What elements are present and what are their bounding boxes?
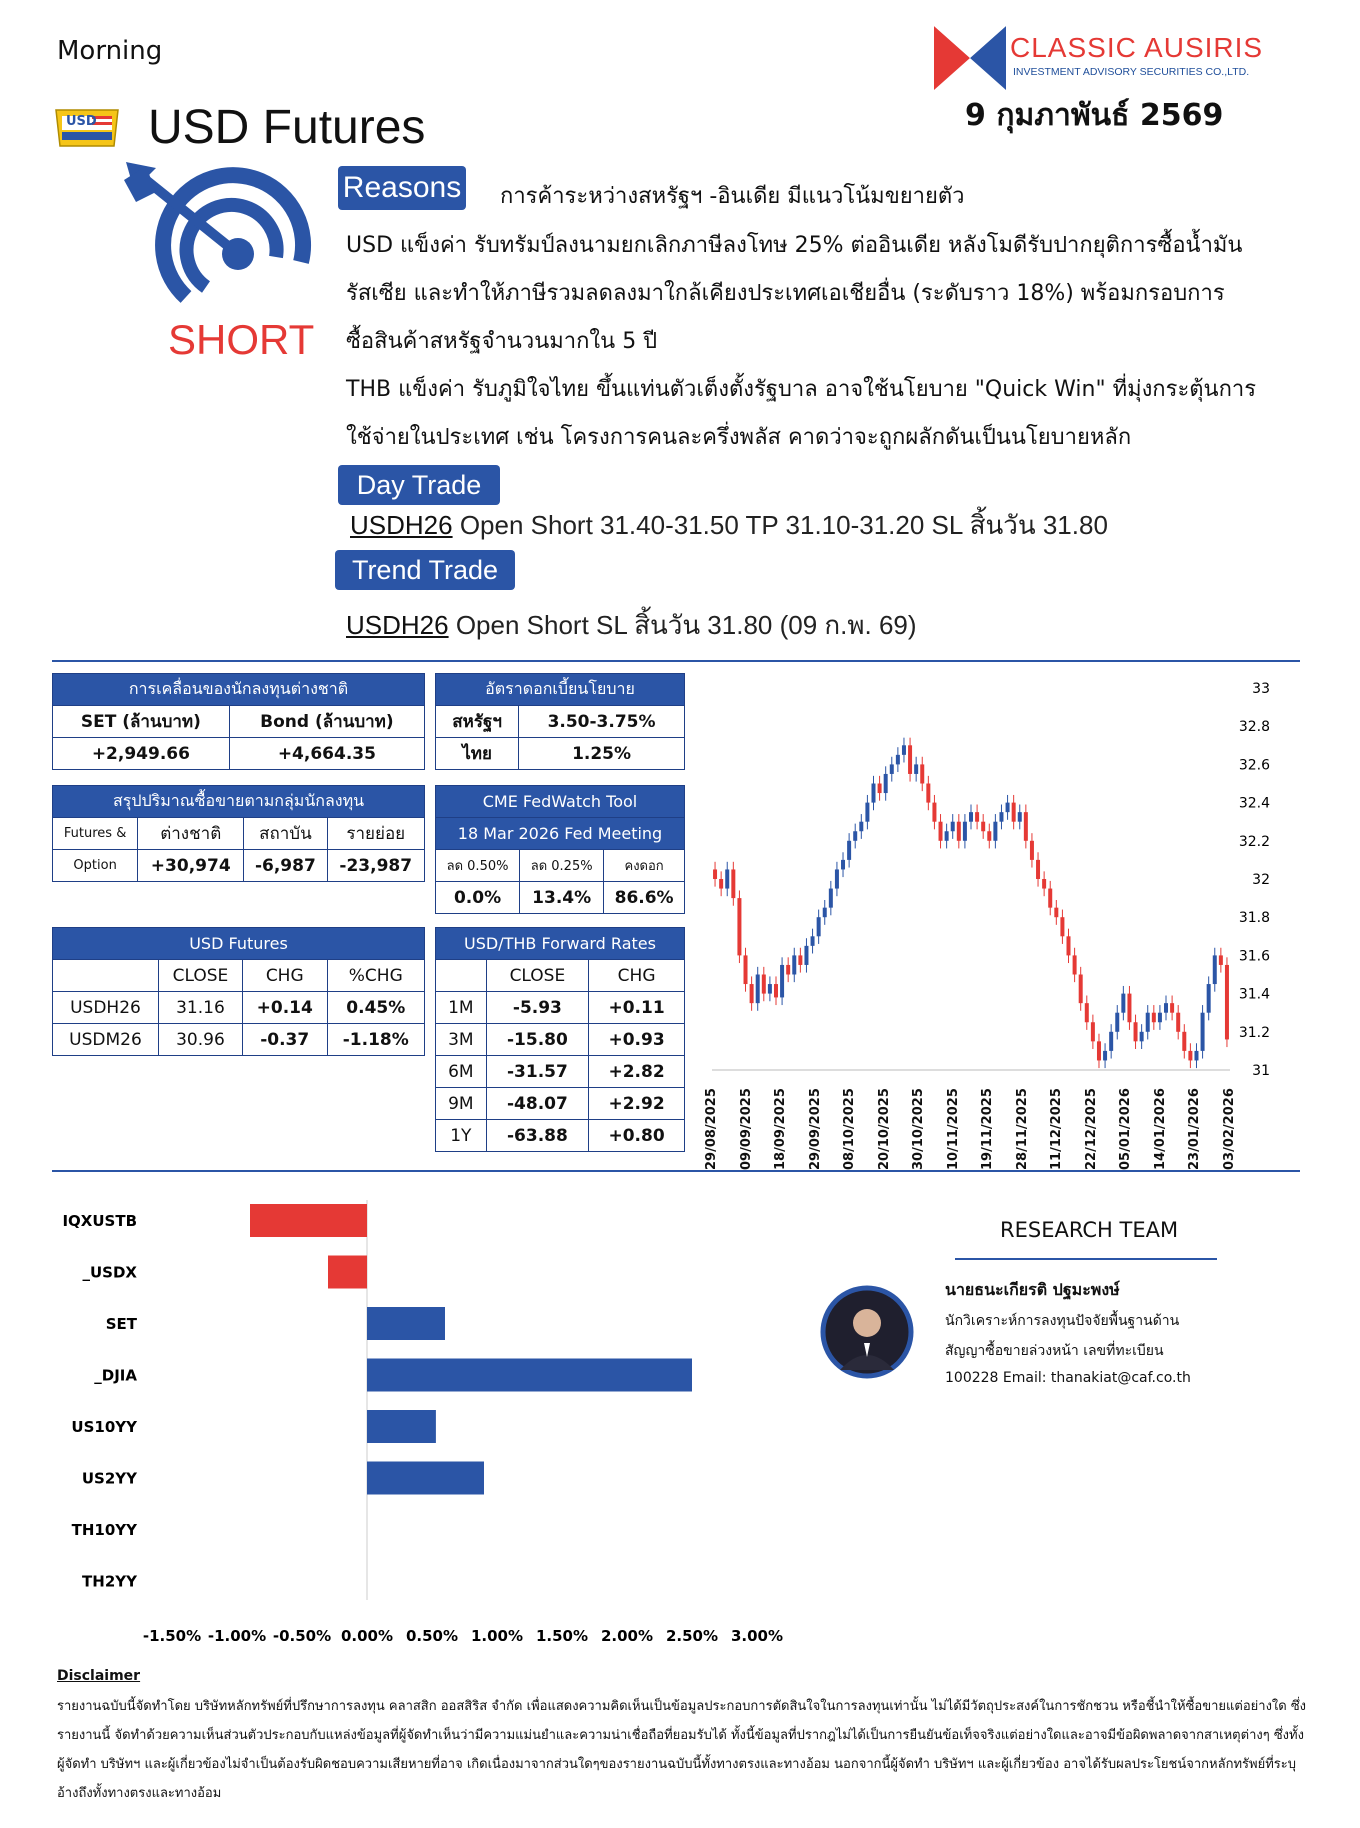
close-value: 31.16 (158, 992, 242, 1024)
candle-body (1024, 812, 1028, 841)
forward-chg: +0.80 (589, 1120, 685, 1152)
candle-body (1121, 994, 1125, 1013)
candle-body (914, 764, 918, 774)
candle-body (908, 745, 912, 774)
candle-body (1012, 803, 1016, 822)
candle-body (1188, 1051, 1192, 1061)
chg-value: -0.37 (242, 1024, 327, 1056)
y-tick-label: 32.8 (1238, 719, 1270, 736)
candle-body (1079, 975, 1083, 1004)
bar-category-label: TH2YY (82, 1572, 137, 1591)
bar-category-label: _DJIA (94, 1366, 137, 1385)
candle-body (884, 774, 888, 793)
y-tick-label: 31.8 (1238, 910, 1270, 927)
fedwatch-table (435, 785, 685, 914)
candle-body (1103, 1051, 1107, 1061)
tenor: 9M (436, 1088, 487, 1120)
candle-body (853, 831, 857, 841)
candle-body (792, 955, 796, 974)
x-tick-label: 05/01/2026 (1118, 1088, 1134, 1170)
candle-body (1152, 1013, 1156, 1023)
forward-close: -15.80 (486, 1024, 589, 1056)
reason-line-2: รัสเซีย และทำให้ภาษีรวมลดลงมาใกล้เคียงประเทศเอเชียอื่น (ระดับราว 18%) พร้อมกรอบการ (346, 281, 1225, 306)
candle-body (951, 822, 955, 832)
candle-body (878, 784, 882, 794)
reason-line-3: ซื้อสินค้าสหรัฐจำนวนมากใน 5 ปี (346, 329, 658, 354)
bar-category-label: TH10YY (71, 1521, 137, 1539)
row-label-futures: Futures & (53, 818, 138, 850)
trend-trade-pill: Trend Trade (335, 550, 515, 590)
candle-body (835, 869, 839, 888)
institution-value: -6,987 (244, 850, 327, 882)
day-trade-pill: Day Trade (338, 465, 500, 505)
candle-body (1158, 1013, 1162, 1023)
bar-category-label: IQXUSTB (62, 1212, 137, 1230)
candle-body (798, 955, 802, 965)
bar-x-tick-label: 2.50% (665, 1627, 719, 1645)
brand-logo-icon (930, 22, 1010, 94)
fedwatch-value: 86.6% (604, 882, 685, 914)
signal-label: SHORT (168, 316, 315, 363)
col-retail: รายย่อย (327, 818, 424, 850)
analyst-contact: 100228 Email: thanakiat@caf.co.th (945, 1370, 1191, 1386)
foreign-flow-table (52, 673, 425, 770)
candle-body (1127, 994, 1131, 1023)
bar-x-tick-label: 1.50% (535, 1627, 589, 1645)
forward-chg: +0.93 (589, 1024, 685, 1056)
y-tick-label: 31 (1252, 1063, 1270, 1079)
x-tick-label: 11/12/2025 (1049, 1088, 1065, 1170)
candle-body (1097, 1041, 1101, 1060)
x-tick-label: 23/01/2026 (1187, 1088, 1203, 1170)
retail-value: -23,987 (327, 850, 424, 882)
pct-value: -1.18% (327, 1024, 424, 1056)
product-title: USD Futures (148, 101, 426, 154)
set-header: SET (ล้านบาท) (53, 706, 230, 738)
candle-body (725, 869, 729, 888)
bar (367, 1462, 484, 1495)
y-tick-label: 32.4 (1238, 795, 1270, 812)
candle-body (1060, 917, 1064, 936)
bar-x-tick-label: -0.50% (272, 1627, 332, 1645)
forward-close: -5.93 (486, 992, 589, 1024)
trend-trade-symbol: USDH26 (346, 610, 449, 640)
y-tick-label: 31.6 (1238, 948, 1270, 965)
x-tick-label: 14/01/2026 (1152, 1088, 1168, 1170)
badge-text: USD (66, 114, 97, 129)
x-tick-label: 29/09/2025 (807, 1088, 823, 1170)
candle-body (975, 812, 979, 822)
set-value: +2,949.66 (53, 738, 230, 770)
candle-body (1194, 1051, 1198, 1061)
bar-category-label: US2YY (81, 1469, 137, 1488)
policy-rate-table (435, 673, 685, 770)
policy-rate-value: 1.25% (519, 738, 685, 770)
reasons-headline: การค้าระหว่างสหรัฐฯ -อินเดีย มีแนวโน้มขยายตัว (500, 184, 965, 209)
col-close: CLOSE (486, 960, 589, 992)
fedwatch-value: 0.0% (436, 882, 520, 914)
bar-category-label: _USDX (82, 1263, 137, 1282)
candle-body (1176, 1013, 1180, 1032)
tenor: 1M (436, 992, 487, 1024)
fedwatch-meeting: 18 Mar 2026 Fed Meeting (436, 818, 685, 850)
candle-body (945, 831, 949, 841)
bar-x-tick-label: 0.00% (340, 1627, 394, 1645)
candle-body (1048, 889, 1052, 908)
candle-body (756, 975, 760, 1004)
bond-header: Bond (ล้านบาท) (229, 706, 424, 738)
foreign-value: +30,974 (138, 850, 244, 882)
fedwatch-value: 13.4% (520, 882, 604, 914)
candle-body (1042, 879, 1046, 889)
policy-country: ไทย (436, 738, 519, 770)
reason-line-4: THB แข็งค่า รับภูมิใจไทย ขึ้นแท่นตัวเต็งตั้งรัฐบาล อาจใช้นโยบาย "Quick Win" ที่มุ่งกระตุ้นการ (346, 377, 1257, 402)
candle-body (1036, 860, 1040, 879)
forward-close: -31.57 (486, 1056, 589, 1088)
bar (367, 1410, 436, 1443)
analyst-role-line-2: สัญญาซื้อขายล่วงหน้า เลขที่ทะเบียน (945, 1343, 1164, 1359)
bar-category-label: SET (105, 1315, 137, 1333)
candle-body (969, 812, 973, 822)
candle-body (981, 822, 985, 832)
candle-body (1225, 965, 1229, 1039)
candle-body (744, 955, 748, 984)
tenor: 1Y (436, 1120, 487, 1152)
candle-body (811, 936, 815, 946)
col-institution: สถาบัน (244, 818, 327, 850)
candle-body (774, 984, 778, 997)
x-tick-label: 30/10/2025 (911, 1088, 927, 1170)
day-trade-text: Open Short 31.40-31.50 TP 31.10-31.20 SL สิ้นวัน 31.80 (452, 510, 1108, 540)
forward-chg: +2.82 (589, 1056, 685, 1088)
contract-name: USDH26 (53, 992, 159, 1024)
day-trade-line (350, 505, 1108, 546)
forward-rates-table (435, 927, 685, 1152)
col-chg: CHG (242, 960, 327, 992)
research-underline (955, 1258, 1217, 1260)
candle-body (920, 764, 924, 783)
tenor: 3M (436, 1024, 487, 1056)
candle-body (865, 803, 869, 822)
candle-body (762, 975, 766, 994)
candle-body (926, 784, 930, 803)
x-tick-label: 28/11/2025 (1014, 1088, 1030, 1170)
x-tick-label: 10/11/2025 (945, 1088, 961, 1170)
tenor: 6M (436, 1056, 487, 1088)
candle-body (1085, 1003, 1089, 1022)
candle-body (841, 860, 845, 870)
col-foreign: ต่างชาติ (138, 818, 244, 850)
report-period: Morning (57, 36, 163, 66)
forward-chg: +0.11 (589, 992, 685, 1024)
x-tick-label: 22/12/2025 (1083, 1088, 1099, 1170)
analyst-avatar (820, 1285, 914, 1379)
policy-country: สหรัฐฯ (436, 706, 519, 738)
target-icon (126, 162, 316, 312)
brand-name: CLASSIC AUSIRIS (1010, 32, 1264, 63)
forward-close: -63.88 (486, 1120, 589, 1152)
y-tick-label: 31.2 (1238, 1024, 1270, 1041)
candle-body (1073, 955, 1077, 974)
analyst-role-line-1: นักวิเคราะห์การลงทุนปัจจัยพื้นฐานด้าน (945, 1313, 1180, 1329)
fedwatch-col: ลด 0.25% (520, 850, 604, 882)
usd-futures-title: USD Futures (53, 928, 425, 960)
candle-body (859, 822, 863, 832)
forward-close: -48.07 (486, 1088, 589, 1120)
x-tick-label: 09/09/2025 (738, 1088, 754, 1170)
candle-body (817, 917, 821, 936)
investor-group-title: สรุปปริมาณซื้อขายตามกลุ่มนักลงทุน (53, 786, 425, 818)
close-value: 30.96 (158, 1024, 242, 1056)
candle-body (939, 822, 943, 841)
policy-rate-title: อัตราดอกเบี้ยนโยบาย (436, 674, 685, 706)
bar-x-tick-label: 1.00% (470, 1627, 524, 1645)
bar (250, 1204, 367, 1237)
reason-line-5: ใช้จ่ายในประเทศ เช่น โครงการคนละครึ่งพลัส คาดว่าจะถูกผลักดันเป็นนโยบายหลัก (346, 425, 1132, 450)
y-tick-label: 33 (1252, 681, 1270, 697)
candle-body (829, 889, 833, 908)
bar-x-tick-label: -1.00% (207, 1627, 267, 1645)
candle-body (1054, 908, 1058, 918)
candle-body (786, 965, 790, 975)
candle-body (780, 965, 784, 997)
candle-body (1030, 841, 1034, 860)
bar-x-tick-label: 2.00% (600, 1627, 654, 1645)
candle-body (957, 822, 961, 841)
candle-body (1219, 955, 1223, 965)
candle-body (1140, 1032, 1144, 1042)
col-chg: CHG (589, 960, 685, 992)
contract-name: USDM26 (53, 1024, 159, 1056)
usd-futures-table (52, 927, 425, 1056)
policy-rate-value: 3.50-3.75% (519, 706, 685, 738)
investor-group-table (52, 785, 425, 882)
candle-body (993, 822, 997, 841)
candle-body (731, 869, 735, 898)
fedwatch-col: คงดอก (604, 850, 685, 882)
candle-body (1146, 1013, 1150, 1032)
candle-body (737, 898, 741, 955)
candle-body (1182, 1032, 1186, 1051)
market-change-bar-chart (52, 1195, 792, 1655)
disclaimer-title: Disclaimer (57, 1668, 141, 1684)
candle-body (847, 841, 851, 860)
bar-category-label: US10YY (71, 1418, 137, 1436)
candle-body (871, 784, 875, 803)
row-label-option: Option (53, 850, 138, 882)
candle-body (719, 879, 723, 889)
col-pct: %CHG (327, 960, 424, 992)
report-date: 9 กุมภาพันธ์ 2569 (965, 98, 1224, 133)
candle-body (1067, 936, 1071, 955)
forward-rates-title: USD/THB Forward Rates (436, 928, 685, 960)
bar-x-tick-label: 3.00% (730, 1627, 784, 1645)
candle-body (1115, 1013, 1119, 1032)
chg-value: +0.14 (242, 992, 327, 1024)
candle-body (1213, 955, 1217, 984)
candle-body (1207, 984, 1211, 1013)
forward-chg: +2.92 (589, 1088, 685, 1120)
day-trade-symbol: USDH26 (350, 510, 453, 540)
bar (367, 1359, 692, 1392)
x-tick-label: 18/09/2025 (773, 1088, 789, 1170)
candle-body (1091, 1022, 1095, 1041)
analyst-name: นายธนะเกียรติ ปฐมะพงษ์ (945, 1280, 1120, 1299)
divider-middle (52, 1170, 1300, 1172)
foreign-flow-title: การเคลื่อนของนักลงทุนต่างชาติ (53, 674, 425, 706)
candle-body (713, 869, 717, 879)
x-tick-label: 08/10/2025 (842, 1088, 858, 1170)
y-tick-label: 32.2 (1238, 833, 1270, 850)
candle-body (823, 908, 827, 918)
candle-body (999, 812, 1003, 822)
fedwatch-col: ลด 0.50% (436, 850, 520, 882)
bar (328, 1256, 367, 1289)
x-tick-label: 19/11/2025 (980, 1088, 996, 1170)
candle-body (987, 831, 991, 841)
fedwatch-title: CME FedWatch Tool (436, 786, 685, 818)
x-tick-label: 29/08/2025 (704, 1088, 719, 1170)
disclaimer-text: รายงานฉบับนี้จัดทำโดย บริษัทหลักทรัพย์ที่ปรึกษาการลงทุน คลาสสิก ออสสิริส จำกัด เพื่อแสดงความคิดเห็นเป็นข้อมูลประกอบการตัดสินใจในการลงทุนเท่านั้น ไม่ได้มีวัตถุประสงค์ในการชักชวน หรือชี้นำให้ซื้อขายแต่อย่างใด ซึ่งรายงานนี้ จัดทำด้วยความเห็นส่วนตัวประกอบกับแหล่งข้อมูลที่ผู้จัดทำเห็นว่ามีความแม่นยำและความน่าเชื่อถือที่ยอมรับได้ ทั้งนี้ข้อมูลที่ปรากฎไม่ได้เป็นการยืนยันข้อเท็จจริงแต่อย่างใดและอาจมีข้อผิดพลาดจากสาเหตุต่างๆ ซึ่งทั้งผู้จัดทำ บริษัทฯ และผู้เกี่ยวข้องไม่จำเป็นต้องรับผิดชอบความเสียหายที่อาจ เกิดเนื่องมาจากส่วนใดๆของรายงานฉบับนี้ทั้งทางตรงและทางอ้อม นอกจากนี้ผู้จัดทำ บริษัทฯ และผู้เกี่ยวข้อง อาจได้รับผลประโยชน์จากหลักทรัพย์ที่ระบุอ้างถึงทั้งทางตรงและทางอ้อม (57, 1699, 1307, 1801)
col-close: CLOSE (158, 960, 242, 992)
x-tick-label: 03/02/2026 (1222, 1088, 1237, 1170)
candle-body (902, 745, 906, 755)
y-tick-label: 31.4 (1238, 986, 1270, 1003)
bond-value: +4,664.35 (229, 738, 424, 770)
pct-value: 0.45% (327, 992, 424, 1024)
research-title: RESEARCH TEAM (1000, 1218, 1179, 1242)
trend-trade-text: Open Short SL สิ้นวัน 31.80 (09 ก.พ. 69) (448, 610, 917, 640)
candle-body (1109, 1032, 1113, 1051)
reasons-pill: Reasons (338, 166, 466, 210)
candle-body (750, 984, 754, 1003)
reason-line-1: USD แข็งค่า รับทรัมป์ลงนามยกเลิกภาษีลงโทษ 25% ต่ออินเดีย หลังโมดีรับปากยุติการซื้อน้ำมัน (346, 233, 1243, 258)
candle-body (963, 822, 967, 841)
bar-x-tick-label: 0.50% (405, 1627, 459, 1645)
candle-body (1201, 1013, 1205, 1051)
candle-body (1134, 1022, 1138, 1041)
candle-body (1006, 803, 1010, 813)
candle-body (768, 984, 772, 994)
candle-body (890, 764, 894, 774)
candle-body (932, 803, 936, 822)
bar (367, 1307, 445, 1340)
trend-trade-line (346, 605, 917, 646)
usdthb-candlestick-chart (700, 670, 1270, 1090)
y-tick-label: 32 (1252, 872, 1270, 888)
candle-body (1170, 1003, 1174, 1013)
divider-top (52, 660, 1300, 662)
brand-subtitle: INVESTMENT ADVISORY SECURITIES CO.,LTD. (1013, 66, 1250, 78)
candle-body (804, 946, 808, 965)
candle-body (1018, 812, 1022, 822)
candle-body (896, 755, 900, 765)
usd-futures-badge-icon (52, 106, 122, 150)
y-tick-label: 32.6 (1238, 757, 1270, 774)
candle-body (1164, 1003, 1168, 1013)
x-tick-label: 20/10/2025 (876, 1088, 892, 1170)
bar-x-tick-label: -1.50% (142, 1627, 202, 1645)
